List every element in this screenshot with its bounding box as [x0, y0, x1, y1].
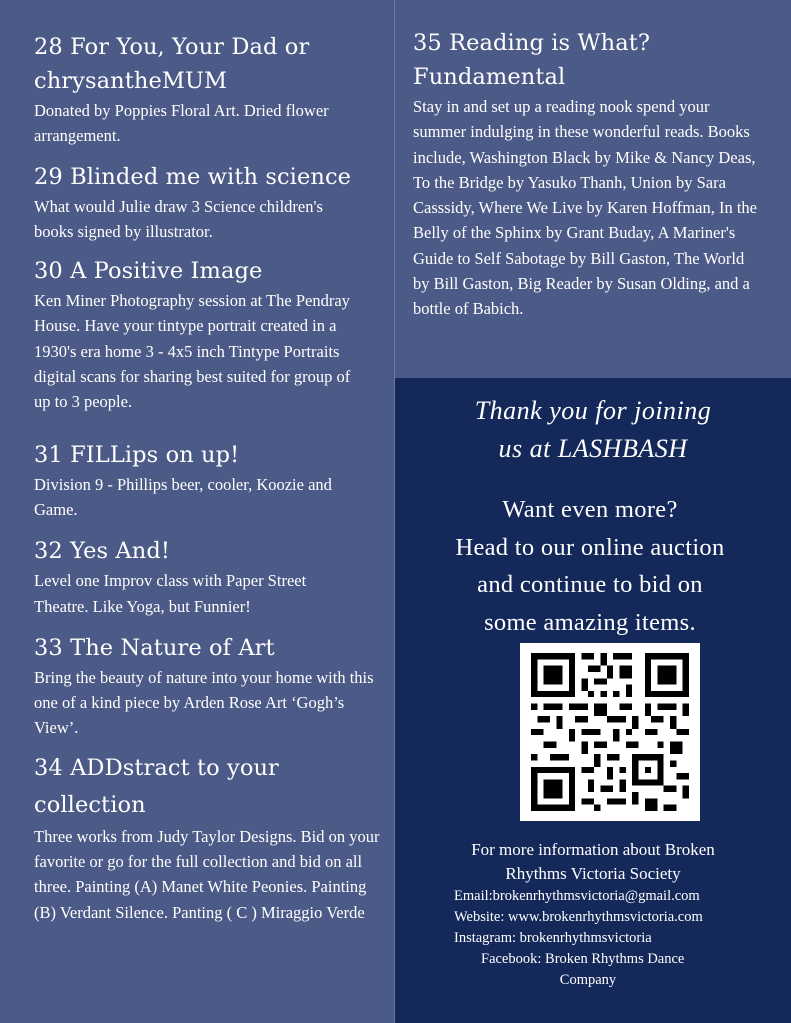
callout-line-3: and continue to bid on — [477, 571, 703, 598]
item-title: 30 A Positive Image — [34, 258, 263, 285]
callout-line-2: Head to our online auction — [455, 533, 725, 561]
item-description: Level one Improv class with Paper Street Theatre. Like Yoga, but Funnier! — [34, 571, 307, 616]
item-description: Stay in and set up a reading nook spend your summer indulging in these wonderful reads. Books include, Washington Black by Mike & Nancy Deas, To the Bridge by Yasuko Thanh, Union by Sara Casssidy, Where We Live by Karen Hoffman, In the Belly of the Sphinx by Grant Buday, A Mariner's Guide to Self Sabotage by Bill Gaston, The World by Bill Gaston, Big Reader by Susan Olding, and a bottle of Babich. — [413, 97, 758, 319]
auction-item-31 — [34, 438, 384, 523]
contact-website[interactable]: Website: www.brokenrhythmsvictoria.com — [454, 909, 703, 925]
item-description: Bring the beauty of nature into your home with this one of a kind piece by Arden Rose Art ‘Gogh’s View’. — [34, 667, 374, 738]
contact-email[interactable]: Email:brokenrhythmsvictoria@gmail.com — [454, 888, 700, 904]
thank-you-line-2: us at LASHBASH — [498, 434, 688, 463]
callout-line-1: Want even more? — [502, 496, 678, 523]
thank-you-line-1: Thank you for joining — [474, 396, 712, 425]
item-title: 35 Reading is What? Fundamental — [413, 30, 651, 90]
item-title: 33 The Nature of Art — [34, 634, 275, 661]
contact-heading-line-2: Rhythms Victoria Society — [505, 864, 681, 883]
online-auction-callout — [375, 491, 791, 641]
item-description: Donated by Poppies Floral Art. Dried flower arrangement. — [34, 101, 329, 146]
contact-facebook[interactable]: Facebook: Broken Rhythms Dance — [481, 951, 685, 967]
auction-item-32 — [34, 534, 384, 619]
thank-you-panel — [395, 378, 791, 1023]
item-description: Ken Miner Photography session at The Pendray House. Have your tintype portrait created in a 1930's era home 3 - 4x5 inch Tintype Portraits digital scans for sharing best suited for group of up to 3 people. — [34, 291, 351, 412]
left-column — [0, 0, 395, 1023]
item-title: 29 Blinded me with science — [34, 163, 352, 190]
auction-item-30 — [34, 254, 384, 414]
item-title: 31 FILLips on up! — [34, 441, 240, 468]
thank-you-message — [395, 392, 791, 468]
auction-item-28 — [34, 30, 384, 149]
item-description: What would Julie draw 3 Science children's books signed by illustrator. — [34, 196, 323, 241]
item-title: 34 ADDstract to your collection — [34, 754, 279, 818]
auction-item-34 — [34, 750, 384, 925]
auction-item-33 — [34, 631, 384, 741]
item-title: 32 Yes And! — [34, 538, 170, 565]
right-column-top — [395, 0, 791, 378]
contact-facebook-continued: Company — [559, 972, 617, 988]
callout-line-4: some amazing items. — [484, 608, 696, 636]
qr-code-icon — [530, 653, 690, 811]
item-description: Three works from Judy Taylor Designs. Bid on your favorite or go for the full collection and bid on all three. Painting (A) Manet White Peonies. Painting (B) Verdant Silence. Panting ( C ) Miraggio Verde — [34, 826, 380, 922]
contact-instagram[interactable]: Instagram: brokenrhythmsvictoria — [454, 930, 652, 946]
contact-heading-line-1: For more information about Broken — [471, 840, 715, 859]
auction-item-35 — [413, 26, 771, 322]
item-title: 28 For You, Your Dad or chrysantheMUM — [34, 34, 310, 94]
contact-info — [395, 838, 791, 991]
item-description: Division 9 - Phillips beer, cooler, Koozie and Game. — [34, 474, 332, 519]
qr-code[interactable] — [520, 643, 700, 821]
auction-item-29 — [34, 160, 384, 245]
